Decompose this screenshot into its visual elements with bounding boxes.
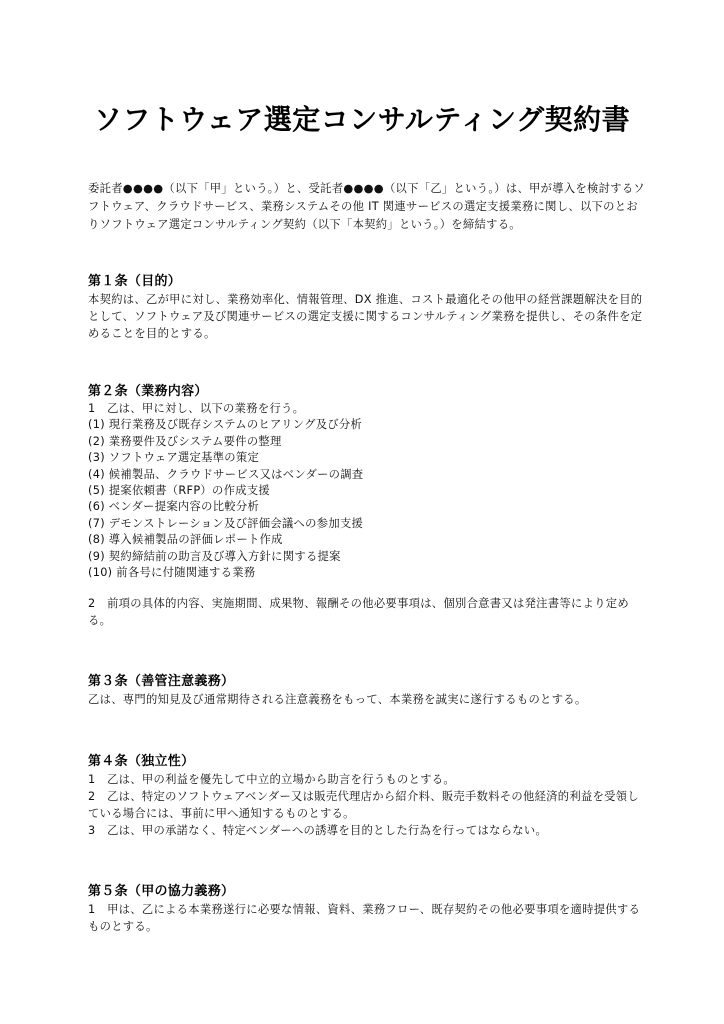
article-5 <box>88 882 648 935</box>
article-2 <box>88 382 648 629</box>
article-2-item: (7) デモンストレーション及び評価会議への参加支援 <box>88 516 364 530</box>
article-4-heading: 第４条（独立性） <box>88 754 195 770</box>
article-1-body: 本契約は、乙が甲に対し、業務効率化、情報管理、DX 推進、コスト最適化その他甲の経営課題解決を目的として、ソフトウェア及び関連サービスの選定支援に関するコンサルティング業務を提供し、その条件を定めることを目的とする。 <box>88 293 643 340</box>
article-4-clause-2: 2 乙は、特定のソフトウェアベンダー又は販売代理店から紹介料、販売手数料その他経済的利益を受領している場合には、事前に甲へ通知するものとする。 <box>88 790 639 821</box>
article-2-item: (8) 導入候補製品の評価レポート作成 <box>88 533 283 547</box>
article-2-item: (4) 候補製品、クラウドサービス又はベンダーの調査 <box>88 467 364 481</box>
article-2-item: (2) 業務要件及びシステム要件の整理 <box>88 434 282 448</box>
article-2-item: (1) 現行業務及び既存システムのヒアリング及び分析 <box>88 418 363 432</box>
article-2-clause-2: 2 前項の具体的内容、実施期間、成果物、報酬その他必要事項は、個別合意書又は発注書等により定める。 <box>88 597 629 628</box>
article-3-body: 乙は、専門的知見及び通常期待される注意義務をもって、本業務を誠実に遂行するものとする。 <box>88 693 587 707</box>
article-3-heading: 第３条（善管注意義務） <box>88 674 235 690</box>
article-1 <box>88 272 648 342</box>
article-4 <box>88 752 648 839</box>
article-4-clause-3: 3 乙は、甲の承諾なく、特定ベンダーへの誘導を目的とした行為を行ってはならない。 <box>88 824 548 838</box>
article-3 <box>88 672 648 708</box>
article-2-heading: 第２条（業務内容） <box>88 384 208 399</box>
article-2-clause-1: 1 乙は、甲に対し、以下の業務を行う。 <box>88 402 305 415</box>
document-body <box>88 180 648 935</box>
article-1-heading: 第１条（目的） <box>88 274 182 289</box>
article-2-item: (6) ベンダー提案内容の比較分析 <box>88 500 260 514</box>
article-2-item: (10) 前各号に付随関連する業務 <box>88 566 256 580</box>
article-5-body: 1 甲は、乙による本業務遂行に必要な情報、資料、業務フロー、既存契約その他必要事項を適時提供するものとする。 <box>88 903 641 934</box>
article-2-item: (9) 契約締結前の助言及び導入方針に関する提案 <box>88 549 341 563</box>
article-2-item: (5) 提案依頼書（RFP）の作成支援 <box>88 484 271 498</box>
article-4-clause-1: 1 乙は、甲の利益を優先して中立的立場から助言を行うものとする。 <box>88 773 455 787</box>
article-5-heading: 第５条（甲の協力義務） <box>88 884 235 900</box>
document-title: ソフトウェア選定コンサルティング契約書 <box>93 103 631 136</box>
article-2-item: (3) ソフトウェア選定基準の策定 <box>88 451 260 465</box>
preamble: 委託者●●●●（以下「甲」という。）と、受託者●●●●（以下「乙」という。）は、甲が導入を検討するソフトウェア、クラウドサービス、業務システムその他 IT 関連サービスの選定支援業務に関し、以下のとおりソフトウェア選定コンサルティング契約（以下「本契約」という。）を締結する。 <box>88 182 645 231</box>
